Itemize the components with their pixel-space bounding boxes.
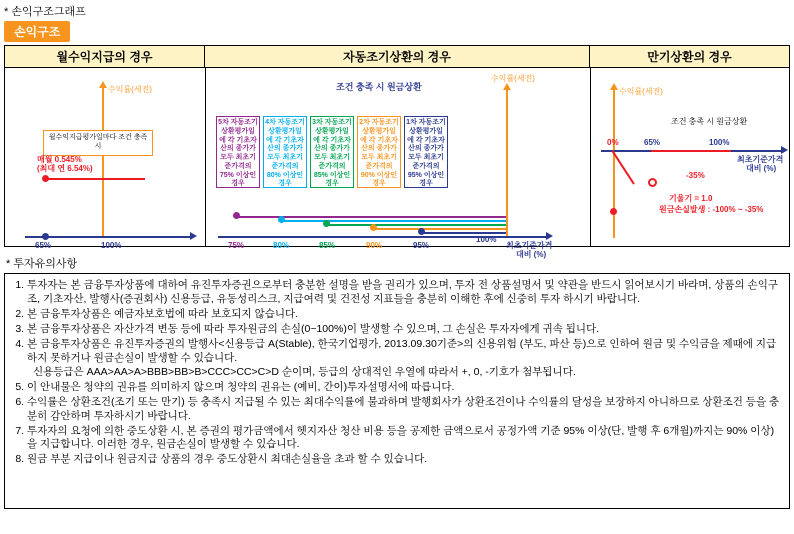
y-axis-early <box>506 90 508 238</box>
payoff-line-1st <box>421 232 506 234</box>
chart-header-maturity: 만기상환의 경우 <box>590 46 789 68</box>
notice-item-7: 7. 투자자의 요청에 의한 중도상환 시, 본 증권의 평가금액에서 헷지자산 청산 비용 등을 공제한 금액으로서 공정가액 기준 95% 이상(단, 발행 후 6개월)까지는 90% 이상)을 지급합니다. 이러한 경우, 원금손실이 발생할 수 있습니다. <box>27 425 783 453</box>
tick-65-monthly: 65% <box>35 241 52 250</box>
y-axis-arrow-early <box>503 83 511 90</box>
notice-item-2: 2. 본 금융투자상품은 예금자보호법에 따라 보호되지 않습니다. <box>27 308 783 322</box>
callout-monthly-condition: 월수익지급평가일마다 조건 충족 시 <box>43 130 153 156</box>
page-title: * 손익구조그래프 <box>4 6 86 18</box>
tick-90-early: 90% <box>366 241 383 250</box>
chart-panel-monthly <box>5 68 205 250</box>
callout-4th: 4차 자동조기상환평가일에 각 기초자산의 종가가 모두 최초기준가격의 80% 이상인 경우 <box>263 116 307 188</box>
annotation-maturity-slope: 기울기 = 1.0 <box>669 194 713 203</box>
payoff-line-maturity-flat <box>651 150 731 152</box>
payoff-line-2nd <box>373 228 506 230</box>
y-axis-label-maturity: 수익률(세전) <box>619 87 663 96</box>
y-axis-label-monthly: 수익률(세전) <box>108 85 152 94</box>
axis-point-65-monthly <box>42 233 49 240</box>
annotation-maturity-minus35: -35% <box>686 171 705 180</box>
tick-65-maturity: 65% <box>644 138 661 147</box>
payoff-point-maturity-zero <box>610 208 617 215</box>
y-axis-arrow-monthly <box>99 81 107 88</box>
section-tag: 손익구조 <box>4 21 70 42</box>
notice-item-5: 5. 이 안내물은 청약의 권유를 의미하지 않으며 청약의 권유는 (예비, 간이)투자설명서에 따릅니다. <box>27 381 783 395</box>
payoff-point-1st <box>418 228 425 235</box>
payoff-line-3rd <box>326 224 506 226</box>
tick-0-maturity: 0% <box>607 138 619 147</box>
notice-item-6: 6. 수익률은 상환조건(조기 또는 만기) 등 충족시 지급될 수 있는 최대수익률에 불과하며 발행회사가 상환조건이나 수익률의 달성을 보장하지 아니하므로 상환조건 등을 충분히 감안하며 투자하시기 바랍니다. <box>27 396 783 424</box>
callout-5th: 5차 자동조기상환평가일에 각 기초자산의 종가가 모두 최초기준가격의 75% 이상인 경우 <box>216 116 260 188</box>
payoff-point-5th <box>233 212 240 219</box>
tick-100-maturity: 100% <box>709 138 730 147</box>
x-axis-caption-early-2: 대비 (%) <box>516 250 547 259</box>
y-axis-arrow-maturity <box>610 83 618 90</box>
callout-3rd: 3차 자동조기상환평가일에 각 기초자산의 종가가 모두 최초기준가격의 85% 이상인 경우 <box>310 116 354 188</box>
x-axis-caption-maturity: 최초기준가격 <box>737 155 784 164</box>
callout-2nd: 2차 자동조기상환평가일에 각 기초자산의 종가가 모두 최초기준가격의 90% 이상인 경우 <box>357 116 401 188</box>
payoff-chart <box>4 45 790 259</box>
subtitle-early-redemption: 조건 충족 시 원금상환 <box>336 82 422 92</box>
annotation-maturity-loss: 원금손실발생 : -100% ~ -35% <box>659 205 764 214</box>
x-axis-arrow-early <box>546 232 553 240</box>
x-axis-arrow-maturity <box>781 146 788 154</box>
callout-1st: 1차 자동조기상환평가일에 각 기초자산의 종가가 모두 최초기준가격의 95% 이상인 경우 <box>404 116 448 188</box>
notice-item-1: 1. 투자자는 본 금융투자상품에 대하여 유진투자증권으로부터 충분한 설명을 받을 권리가 있으며, 투자 전 상품설명서 및 약관을 반드시 읽어보시기 바라며, 상품의 손익구조, 기초자산, 발행사(증권회사) 신용등급, 유동성리스크, 지급여력 및 건전성 지표들을 충분히 이해한 후에 신중히 투자 하시기 바랍니다. <box>27 279 783 307</box>
y-axis-monthly <box>102 88 104 238</box>
chart-panel-early-redemption <box>206 68 590 259</box>
x-axis-monthly <box>25 236 190 238</box>
tick-100-monthly: 100% <box>101 241 122 250</box>
y-axis-label-early: 수익률(세전) <box>491 74 535 83</box>
payoff-point-4th <box>278 216 285 223</box>
x-axis-early <box>218 236 546 238</box>
payoff-point-2nd <box>370 224 377 231</box>
payoff-point-maturity-65 <box>648 178 657 187</box>
x-axis-caption-early: 최초기준가격 <box>506 241 553 250</box>
notice-item-4-text: 본 금융투자상품은 유진투자증권의 발행사<신용등급 A(Stable), 한국기업평가, 2013.09.30기준>의 신용위험 (부도, 파산 등)으로 인하여 원금 및 수익금을 제때에 지급하지 못하거나 원금손실이 발생할 수 있습니다. <box>27 337 777 364</box>
tick-85-early: 85% <box>319 241 336 250</box>
payoff-line-monthly <box>45 178 145 180</box>
chart-header-monthly: 월수익지급의 경우 <box>5 46 205 68</box>
label-monthly-rate: 매월 0.545% <box>37 155 82 164</box>
y-axis-maturity <box>613 90 615 238</box>
notice-subnote-1: 신용등급은 AAA>AA>A>BBB>BB>B>CCC>CC>C>D 순이며, 등급의 상대적인 우열에 따라서 +, 0, -기호가 첨부됩니다. <box>33 365 576 378</box>
x-axis-caption-maturity-2: 대비 (%) <box>746 164 777 173</box>
notice-item-4 <box>27 338 783 380</box>
notice-item-3: 3. 본 금융투자상품은 자산가격 변동 등에 따라 투자원금의 손실(0~100%)이 발생할 수 있으며, 그 손실은 투자자에게 귀속 됩니다. <box>27 323 783 337</box>
chart-header-early-redemption: 자동조기상환의 경우 <box>205 46 590 68</box>
label-monthly-rate-annual: (최대 연 6.54%) <box>37 164 93 173</box>
tick-95-early: 95% <box>413 241 430 250</box>
payoff-point-left-monthly <box>42 175 49 182</box>
x-axis-arrow-monthly <box>190 232 197 240</box>
tick-75-early: 75% <box>228 241 245 250</box>
payoff-line-4th <box>281 220 506 222</box>
notice-title: * 투자유의사항 <box>6 258 78 270</box>
tick-100-early: 100% <box>476 235 497 244</box>
page-title-row <box>0 0 794 19</box>
payoff-line-5th <box>236 216 506 218</box>
chart-panel-maturity <box>591 68 789 246</box>
notice-list <box>11 279 783 467</box>
notice-box <box>4 273 790 509</box>
annotation-maturity-condition: 조건 충족 시 원금상환 <box>671 117 748 126</box>
tick-80-early: 80% <box>273 241 290 250</box>
payoff-point-3rd <box>323 220 330 227</box>
notice-item-8: 8. 원금 부분 지급이나 원금지급 상품의 경우 중도상환시 최대손실율을 초과 할 수 있습니다. <box>27 453 783 467</box>
